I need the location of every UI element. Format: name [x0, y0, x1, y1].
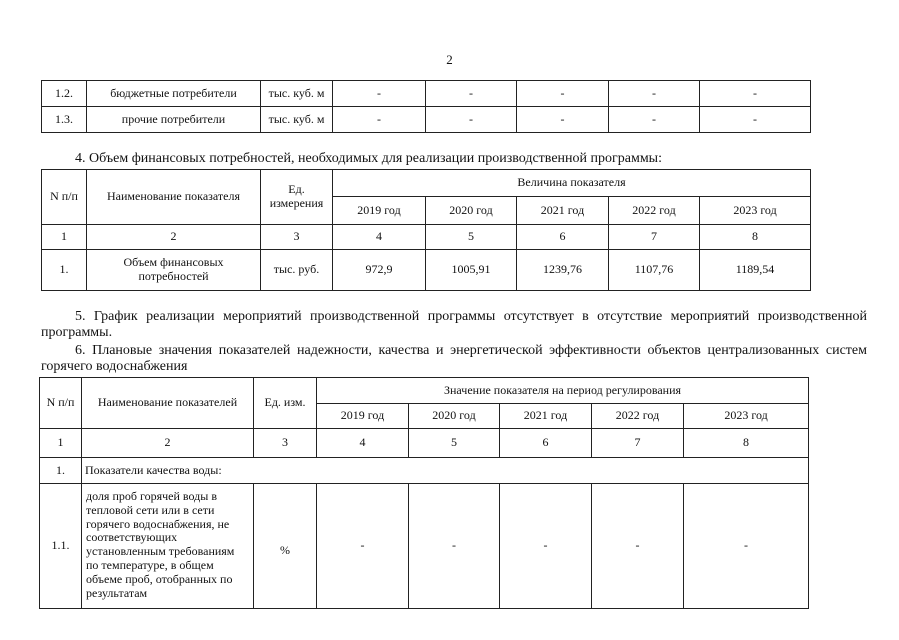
index-cell: 4 [333, 225, 426, 250]
value-cell: - [592, 484, 684, 609]
row-number: 1. [42, 250, 87, 291]
index-cell: 5 [409, 429, 500, 458]
year-header: 2019 год [333, 197, 426, 225]
year-header: 2021 год [500, 404, 592, 429]
group-number: 1. [40, 458, 82, 484]
index-cell: 1 [40, 429, 82, 458]
header-value: Величина показателя [333, 170, 811, 197]
value-cell: - [609, 81, 700, 107]
table-row [42, 250, 811, 291]
index-cell: 8 [684, 429, 809, 458]
index-cell: 6 [500, 429, 592, 458]
header-name: Наименование показателей [82, 378, 254, 429]
value-cell: - [426, 107, 517, 133]
index-cell: 5 [426, 225, 517, 250]
index-cell: 6 [517, 225, 609, 250]
row-unit: тыс. руб. [261, 250, 333, 291]
value-cell: - [426, 81, 517, 107]
value-cell: 972,9 [333, 250, 426, 291]
table-row [42, 107, 811, 133]
header-num: N п/п [42, 170, 87, 225]
year-header: 2020 год [409, 404, 500, 429]
section-6-text: 6. Плановые значения показателей надежности, качества и энергетической эффективности объектов централизованных систем горячего водоснабжения [41, 343, 867, 374]
index-cell: 3 [254, 429, 317, 458]
row-name: прочие потребители [87, 107, 261, 133]
row-name: Объем финансовых потребностей [87, 250, 261, 291]
group-name: Показатели качества воды: [82, 458, 809, 484]
index-row [40, 429, 809, 458]
row-name: бюджетные потребители [87, 81, 261, 107]
row-unit: % [254, 484, 317, 609]
year-header: 2019 год [317, 404, 409, 429]
value-cell: - [700, 81, 811, 107]
year-header: 2023 год [700, 197, 811, 225]
value-cell: - [609, 107, 700, 133]
row-name: доля проб горячей воды в тепловой сети или в сети горячего водоснабжения, не соответствующих установленным требованиям по температуре, в общем объеме проб, отобранных по результатам [82, 484, 254, 609]
header-unit: Ед. измерения [261, 170, 333, 225]
value-cell: - [317, 484, 409, 609]
value-cell: 1005,91 [426, 250, 517, 291]
row-unit: тыс. куб. м [261, 81, 333, 107]
index-cell: 7 [592, 429, 684, 458]
header-num: N п/п [40, 378, 82, 429]
year-header: 2022 год [592, 404, 684, 429]
consumption-table [41, 80, 811, 133]
row-number: 1.2. [42, 81, 87, 107]
page-number: 2 [446, 52, 453, 67]
header-unit: Ед. изм. [254, 378, 317, 429]
value-cell: - [700, 107, 811, 133]
index-cell: 2 [87, 225, 261, 250]
year-header: 2020 год [426, 197, 517, 225]
header-name: Наименование показателя [87, 170, 261, 225]
value-cell: - [500, 484, 592, 609]
group-row [40, 458, 809, 484]
value-cell: 1189,54 [700, 250, 811, 291]
section-5-text: 5. График реализации мероприятий производственной программы отсутствует в отсутствие мероприятий производственной программы. [41, 309, 867, 340]
value-cell: 1239,76 [517, 250, 609, 291]
header-value: Значение показателя на период регулирования [317, 378, 809, 404]
index-cell: 3 [261, 225, 333, 250]
index-cell: 8 [700, 225, 811, 250]
index-cell: 7 [609, 225, 700, 250]
reliability-indicators-table [39, 377, 809, 609]
value-cell: - [333, 107, 426, 133]
year-header: 2023 год [684, 404, 809, 429]
value-cell: - [517, 81, 609, 107]
index-cell: 4 [317, 429, 409, 458]
row-number: 1.3. [42, 107, 87, 133]
index-row [42, 225, 811, 250]
financial-needs-table [41, 169, 811, 291]
index-cell: 1 [42, 225, 87, 250]
value-cell: - [333, 81, 426, 107]
table-row [40, 484, 809, 609]
table-row [42, 81, 811, 107]
year-header: 2022 год [609, 197, 700, 225]
row-unit: тыс. куб. м [261, 107, 333, 133]
value-cell: 1107,76 [609, 250, 700, 291]
index-cell: 2 [82, 429, 254, 458]
value-cell: - [517, 107, 609, 133]
row-number: 1.1. [40, 484, 82, 609]
value-cell: - [409, 484, 500, 609]
year-header: 2021 год [517, 197, 609, 225]
value-cell: - [684, 484, 809, 609]
section-4-heading: 4. Объем финансовых потребностей, необходимых для реализации производственной программы: [75, 151, 662, 166]
